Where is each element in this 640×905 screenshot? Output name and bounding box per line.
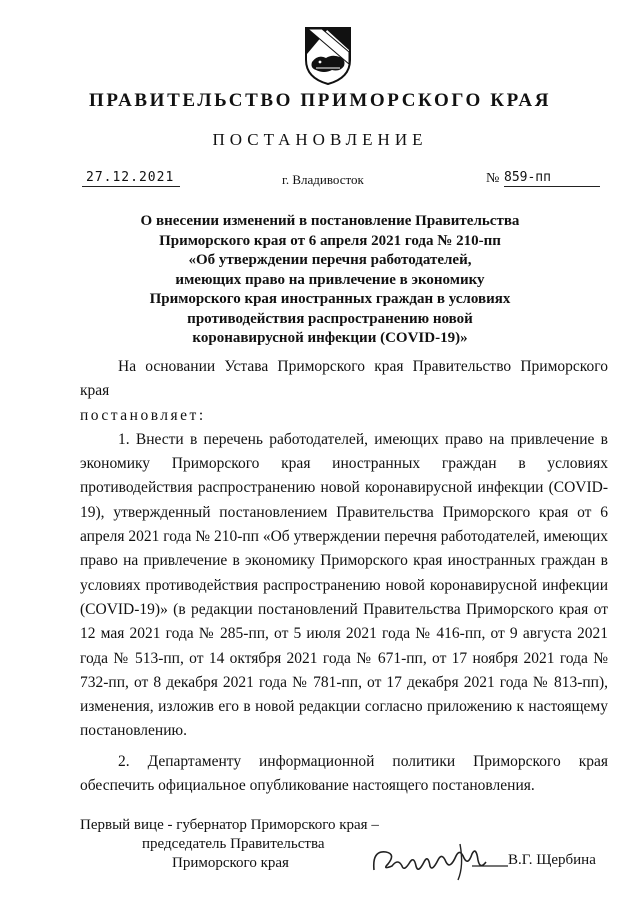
signatory-name: В.Г. Щербина	[508, 852, 596, 868]
position-line: Приморского края	[172, 855, 289, 871]
document-type: ПОСТАНОВЛЕНИЕ	[212, 130, 428, 149]
coat-of-arms-icon	[302, 24, 354, 86]
subject-line: Приморского края от 6 апреля 2021 года № 210-пп	[159, 232, 501, 249]
item-2-text: 2. Департаменту информационной политики Приморского края обеспечить официальное опубликование настоящего постановления.	[80, 752, 608, 795]
subject-line: коронавирусной инфекции (COVID-19)»	[192, 330, 468, 346]
position-line: Первый вице - губернатор Приморского края –	[80, 817, 379, 833]
number-underline	[504, 186, 600, 187]
resolves-word: постановляет:	[80, 406, 206, 424]
document-subject	[140, 212, 520, 349]
subject-line: «Об утверждении перечня работодателей,	[188, 252, 472, 268]
item-1-text: 1. Внести в перечень работодателей, имеющих право на привлечение в экономику Приморского края иностранных граждан в условиях противодействия распространению новой коронавирусной инфекции (COVID-19), утвержденный постановлением Правительства Приморского края от 6 апреля 2021 года № 210-пп «Об утверждении перечня работодателей, имеющих право на привлечение в экономику Приморского края иностранных граждан в условиях противодействия распространению новой коронавирусной инфекции (COVID-19)» (в редакции постановлений Правительства Приморского края от 12 мая 2021 года № 285-пп, от 5 июля 2021 года № 416-пп, от 9 августа 2021 года № 513-пп, от 14 октября 2021 года № 671-пп, от 17 ноября 2021 года № 732-пп, от 8 декабря 2021 года № 781-пп, от 17 декабря 2021 года № 813-пп), изменения, изложив его в новой редакции согласно приложению к настоящему постановлению.	[80, 430, 608, 740]
subject-line: имеющих право на привлечение в экономику	[175, 271, 485, 288]
subject-line: противодействия распространению новой	[187, 310, 473, 327]
subject-line: Приморского края иностранных граждан в условиях	[149, 291, 511, 307]
document-city: г. Владивосток	[282, 172, 364, 187]
document-number: 859-пп	[504, 170, 551, 185]
document-body	[80, 355, 608, 798]
signatory-position	[80, 816, 379, 873]
date-underline	[82, 186, 180, 187]
number-sign: №	[486, 171, 500, 186]
position-line: председатель Правительства	[142, 836, 325, 852]
government-title: ПРАВИТЕЛЬСТВО ПРИМОРСКОГО КРАЯ	[88, 90, 552, 111]
subject-line: О внесении изменений в постановление Правительства	[140, 213, 520, 229]
handwritten-signature-icon	[368, 836, 518, 886]
preamble-text: На основании Устава Приморского края Правительство Приморского края	[80, 358, 608, 400]
document-date: 27.12.2021	[86, 170, 175, 185]
